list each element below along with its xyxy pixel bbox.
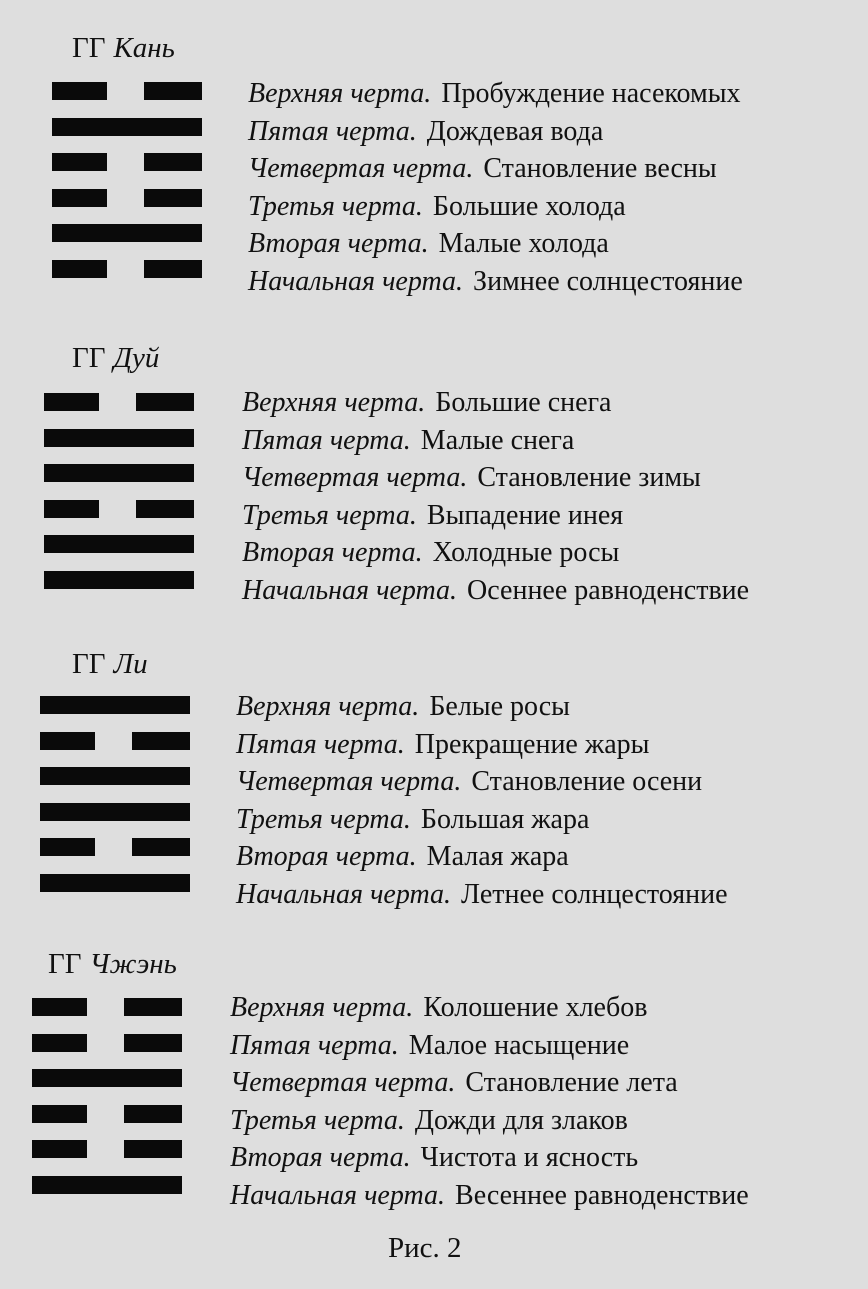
line-segment — [52, 82, 107, 100]
line-description-row — [242, 535, 619, 571]
line-description-row — [242, 385, 612, 421]
line-description-row — [230, 1178, 749, 1214]
line-segment — [124, 1105, 182, 1123]
line-segment — [32, 1140, 87, 1158]
line-position-label: Начальная черта. — [236, 878, 452, 910]
yin-line — [32, 1105, 182, 1123]
line-segment — [132, 838, 190, 856]
yang-line — [44, 429, 194, 447]
line-position-label: Третья черта. — [248, 190, 423, 222]
line-segment — [144, 82, 202, 100]
season-text: Прекращение жары — [414, 728, 650, 760]
line-segment — [52, 224, 202, 242]
yang-line — [40, 767, 190, 785]
hexagram-title — [72, 648, 148, 681]
line-description-row — [230, 990, 647, 1026]
line-description-row — [248, 226, 609, 262]
season-text: Летнее солнцестояние — [461, 878, 728, 910]
yin-line — [40, 838, 190, 856]
line-segment — [40, 696, 190, 714]
line-description-row — [248, 189, 626, 225]
line-description-row — [230, 1140, 638, 1176]
line-position-label: Вторая черта. — [236, 841, 417, 872]
season-text: Большие снега — [435, 387, 612, 418]
line-segment — [52, 153, 107, 171]
hexagram-name: Чжэнь — [89, 948, 177, 980]
season-text: Малые холода — [438, 228, 609, 259]
hexagram-symbol — [52, 82, 202, 278]
line-description-row — [236, 802, 589, 838]
hexagram-symbol — [44, 393, 194, 589]
yang-line — [52, 118, 202, 136]
season-text: Колошение хлебов — [423, 992, 648, 1023]
season-text: Пробуждение насекомых — [441, 78, 741, 109]
line-segment — [32, 1069, 182, 1087]
line-position-label: Пятая черта. — [242, 424, 411, 456]
line-description-row — [242, 573, 749, 609]
hexagram-prefix: ГГ — [72, 342, 106, 374]
line-segment — [52, 189, 107, 207]
yin-line — [52, 82, 202, 100]
season-text: Становление лета — [465, 1067, 678, 1098]
line-position-label: Вторая черта. — [248, 228, 429, 259]
yang-line — [44, 464, 194, 482]
hexagram-prefix: ГГ — [72, 648, 106, 680]
line-description-row — [248, 151, 717, 187]
hexagram-symbol — [32, 998, 182, 1194]
hexagram-name: Кань — [113, 32, 175, 64]
line-position-label: Начальная черта. — [242, 574, 458, 606]
line-segment — [40, 803, 190, 821]
line-position-label: Начальная черта. — [230, 1179, 446, 1211]
line-description-row — [248, 76, 741, 112]
line-description-row — [230, 1065, 678, 1101]
season-text: Малые снега — [420, 424, 575, 456]
line-position-label: Третья черта. — [242, 499, 417, 531]
hexagram-name: Дуй — [113, 342, 160, 374]
line-position-label: Пятая черта. — [236, 728, 405, 760]
line-position-label: Вторая черта. — [242, 537, 423, 568]
season-text: Весеннее равноденствие — [455, 1179, 749, 1211]
season-text: Дождевая вода — [426, 115, 604, 147]
line-segment — [52, 118, 202, 136]
yang-line — [32, 1069, 182, 1087]
season-text: Становление зимы — [477, 462, 701, 493]
line-segment — [44, 571, 194, 589]
line-description-row — [230, 1103, 628, 1139]
season-text: Дожди для злаков — [414, 1104, 628, 1136]
yin-line — [52, 153, 202, 171]
yang-line — [44, 571, 194, 589]
season-text: Большая жара — [420, 803, 590, 835]
yin-line — [32, 998, 182, 1016]
line-segment — [44, 535, 194, 553]
line-description-row — [248, 264, 743, 300]
line-position-label: Третья черта. — [236, 803, 411, 835]
season-text: Становление весны — [483, 153, 717, 184]
hexagram-title — [48, 948, 177, 981]
line-segment — [32, 1176, 182, 1194]
season-text: Становление осени — [471, 766, 703, 797]
line-segment — [136, 393, 194, 411]
line-segment — [44, 429, 194, 447]
yin-line — [32, 1034, 182, 1052]
yang-line — [44, 535, 194, 553]
line-position-label: Четвертая черта. — [236, 766, 462, 797]
season-text: Белые росы — [429, 691, 570, 722]
hexagram-title — [72, 32, 175, 65]
line-segment — [44, 393, 99, 411]
season-text: Чистота и ясность — [420, 1142, 639, 1173]
line-position-label: Вторая черта. — [230, 1142, 411, 1173]
line-segment — [136, 500, 194, 518]
line-position-label: Верхняя черта. — [230, 992, 414, 1023]
line-description-row — [242, 460, 701, 496]
line-segment — [124, 998, 182, 1016]
hexagram-prefix: ГГ — [72, 32, 106, 64]
line-position-label: Верхняя черта. — [242, 387, 426, 418]
line-segment — [52, 260, 107, 278]
line-segment — [40, 874, 190, 892]
line-description-row — [248, 114, 603, 150]
line-segment — [40, 838, 95, 856]
season-text: Зимнее солнцестояние — [473, 265, 743, 297]
line-segment — [144, 189, 202, 207]
line-position-label: Четвертая черта. — [230, 1067, 456, 1098]
line-position-label: Начальная черта. — [248, 265, 464, 297]
yin-line — [52, 189, 202, 207]
yang-line — [32, 1176, 182, 1194]
line-description-row — [236, 839, 569, 875]
yang-line — [40, 696, 190, 714]
line-position-label: Верхняя черта. — [236, 691, 420, 722]
hexagram-symbol — [40, 696, 190, 892]
yin-line — [32, 1140, 182, 1158]
yang-line — [40, 803, 190, 821]
season-text: Холодные росы — [432, 537, 620, 568]
line-segment — [32, 998, 87, 1016]
line-segment — [144, 260, 202, 278]
season-text: Осеннее равноденствие — [467, 574, 750, 606]
line-segment — [124, 1140, 182, 1158]
yin-line — [44, 500, 194, 518]
season-text: Малая жара — [426, 841, 569, 872]
line-description-row — [236, 877, 728, 913]
line-segment — [32, 1105, 87, 1123]
hexagram-prefix: ГГ — [48, 948, 82, 980]
line-description-row — [242, 498, 623, 534]
line-description-row — [236, 689, 570, 725]
line-segment — [144, 153, 202, 171]
season-text: Большие холода — [432, 190, 626, 222]
yang-line — [52, 224, 202, 242]
line-description-row — [230, 1028, 629, 1064]
line-segment — [132, 732, 190, 750]
yin-line — [40, 732, 190, 750]
line-segment — [44, 500, 99, 518]
line-segment — [40, 732, 95, 750]
line-position-label: Верхняя черта. — [248, 78, 432, 109]
line-description-row — [242, 423, 574, 459]
line-description-row — [236, 764, 702, 800]
line-position-label: Четвертая черта. — [248, 153, 474, 184]
season-text: Малое насыщение — [408, 1029, 630, 1061]
line-position-label: Четвертая черта. — [242, 462, 468, 493]
hexagram-title — [72, 342, 159, 375]
line-segment — [32, 1034, 87, 1052]
figure-caption: Рис. 2 — [388, 1232, 462, 1264]
hexagram-name: Ли — [113, 648, 148, 680]
line-position-label: Пятая черта. — [230, 1029, 399, 1061]
line-segment — [40, 767, 190, 785]
yang-line — [40, 874, 190, 892]
season-text: Выпадение инея — [426, 499, 624, 531]
line-position-label: Пятая черта. — [248, 115, 417, 147]
line-position-label: Третья черта. — [230, 1104, 405, 1136]
line-description-row — [236, 727, 649, 763]
yin-line — [52, 260, 202, 278]
line-segment — [124, 1034, 182, 1052]
line-segment — [44, 464, 194, 482]
yin-line — [44, 393, 194, 411]
